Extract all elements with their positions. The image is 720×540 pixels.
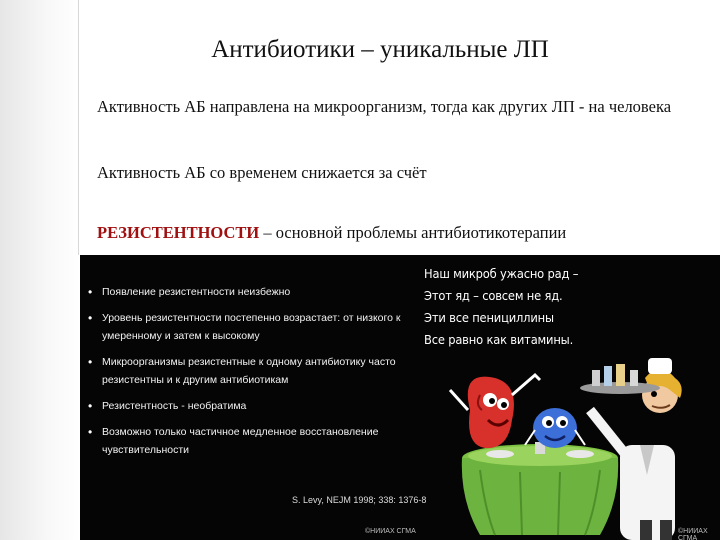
microbe-cartoon-illustration [440, 350, 720, 540]
slide-title: Антибиотики – уникальные ЛП [211, 36, 549, 63]
resistance-facts-panel [80, 255, 720, 540]
bullet-item: • Появление резистентности неизбежно [88, 283, 418, 301]
bullet-list [88, 283, 418, 467]
footer-credit-right: ©НИИАХ СГМА [678, 528, 708, 540]
band-divider [78, 0, 79, 255]
bullet-item: • Уровень резистентности постепенно возрастает: от низкого к умеренному и затем к высокому [88, 309, 418, 345]
resistance-term: РЕЗИСТЕНТНОСТИ [97, 223, 260, 242]
bullet-item: • Микроорганизмы резистентные к одному антибиотику часто резистентны и к другим антибиотикам [88, 353, 418, 389]
bullet-item: • Резистентность - необратима [88, 397, 418, 415]
resistance-rest: – основной проблемы антибиотикотерапии [259, 223, 567, 242]
cartoon-poem [424, 263, 599, 351]
paragraph-decline: Активность АБ со временем снижается за счёт [97, 163, 427, 182]
poem-line: Эти все пенициллины [424, 310, 554, 325]
poem-line: Этот яд – совсем не яд. [424, 288, 563, 303]
poem-line: Наш микроб ужасно рад – [424, 266, 579, 281]
poem-line: Все равно как витамины. [424, 332, 574, 347]
paragraph-resistance [97, 222, 672, 243]
red-microbe-illustration [450, 375, 540, 448]
table-illustration [462, 444, 618, 535]
bullet-item: • Возможно только частичное медленное восстановление чувствительности [88, 423, 418, 459]
citation: S. Levy, NEJM 1998; 338: 1376-8 [292, 495, 427, 505]
blue-microbe-illustration [525, 408, 585, 448]
left-decorative-band [0, 0, 80, 540]
footer-credit-left: ©НИИАХ СГМА [365, 528, 416, 535]
paragraph-activity: Активность АБ направлена на микроорганизм, тогда как других ЛП - на человека [97, 97, 672, 116]
